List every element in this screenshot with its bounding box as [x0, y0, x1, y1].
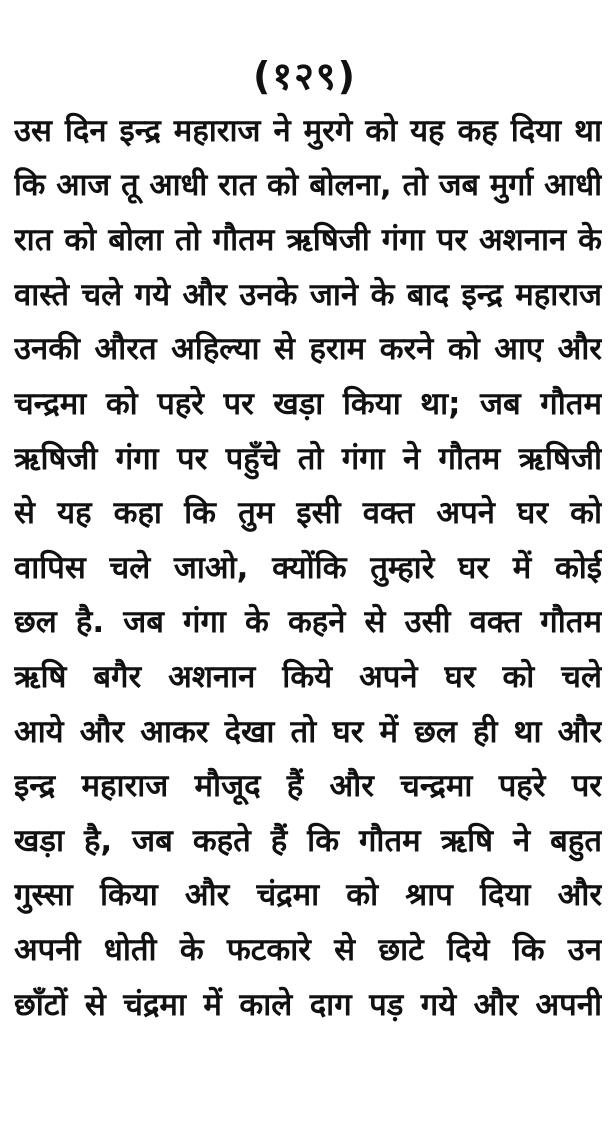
text-line: छल है. जब गंगा के कहने से उसी वक्त गौतम [14, 604, 602, 641]
text-line: रात को बोला तो गौतम ऋषिजी गंगा पर अशनान के [14, 222, 602, 259]
text-line: आये और आकर देखा तो घर में छल ही था और [14, 713, 602, 750]
body-text [14, 104, 602, 1032]
text-line: ऋषिजी गंगा पर पहुँचे तो गंगा ने गौतम ऋषिजी [14, 440, 602, 477]
text-line: अपनी धोती के फटकारे से छाटे दिये कि उन [14, 931, 602, 968]
text-line: उनकी औरत अहिल्या से हराम करने को आए और [14, 331, 602, 368]
text-line: वापिस चले जाओ, क्योंकि तुम्हारे घर में कोई [14, 549, 602, 586]
text-line: छाँटों से चंद्रमा में काले दाग पड़ गये और अपनी [14, 986, 602, 1023]
text-line: चन्द्रमा को पहरे पर खड़ा किया था; जब गौतम [14, 385, 602, 422]
text-line: से यह कहा कि तुम इसी वक्त अपने घर को [14, 495, 602, 532]
text-line: गुस्सा किया और चंद्रमा को श्राप दिया और [14, 877, 602, 914]
text-line: वास्ते चले गये और उनके जाने के बाद इन्द्र महाराज [14, 276, 602, 313]
page-number: (१२९) [252, 54, 357, 98]
text-line: ऋषि बगैर अशनान किये अपने घर को चले [14, 658, 602, 695]
text-line: कि आज तू आधी रात को बोलना, तो जब मुर्गा आधी [14, 167, 602, 203]
text-line: उस दिन इन्द्र महाराज ने मुरगे को यह कह दिया था [14, 113, 602, 149]
text-line: खड़ा है, जब कहते हैं कि गौतम ऋषि ने बहुत [14, 822, 602, 859]
text-line: इन्द्र महाराज मौजूद हैं और चन्द्रमा पहरे पर [14, 768, 602, 805]
